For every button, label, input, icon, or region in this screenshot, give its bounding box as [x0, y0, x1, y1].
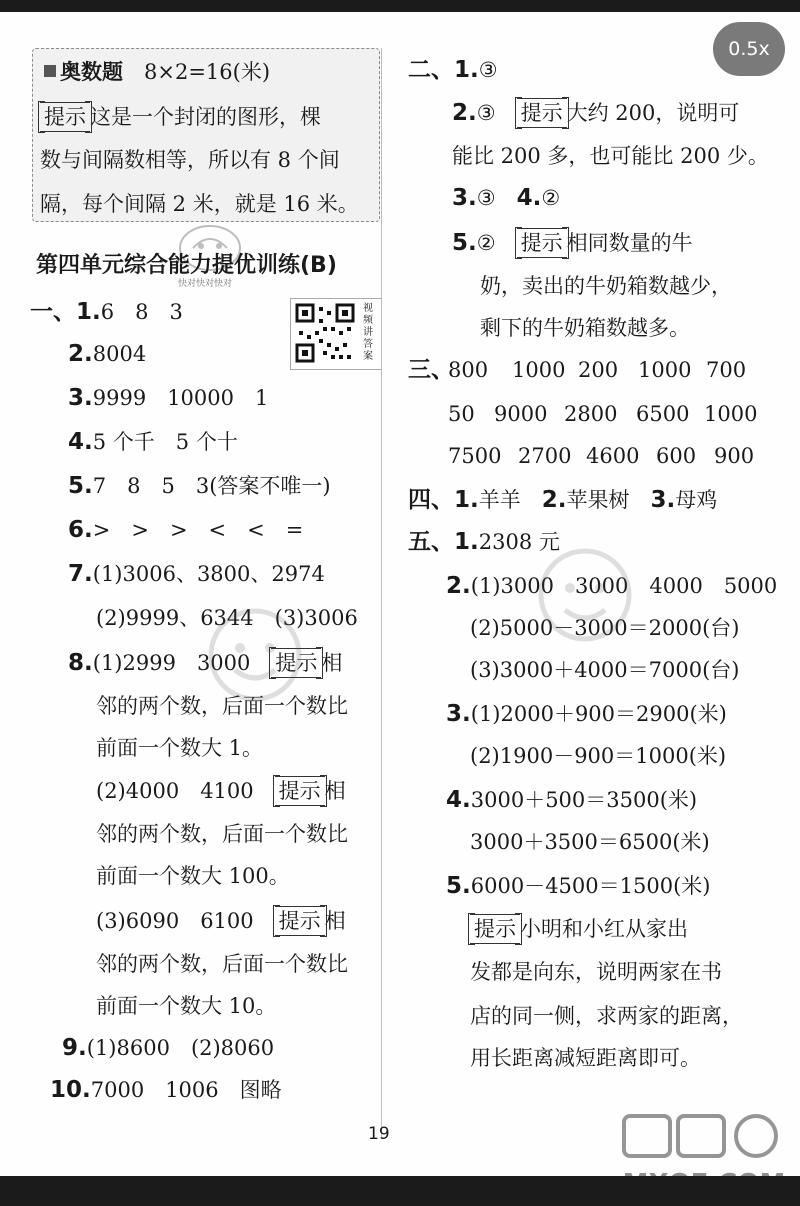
left-q4: 4.5 个千 5 个十: [68, 429, 238, 455]
left-q3: 3.9999 10000 1: [68, 385, 269, 411]
s3-cell: 50: [448, 402, 475, 426]
olympiad-title: 奥数题 8×2=16(米): [44, 58, 270, 86]
left-q8-a2-line2: 邻的两个数，后面一个数比: [96, 822, 348, 846]
right-s5-p2-line2: (2)5000－3000＝2000(台): [470, 616, 740, 640]
olympiad-hint-line-2: 数与间隔数相等，所以有 8 个间: [40, 148, 340, 172]
stamp-caption: 快对快对快对: [178, 279, 233, 289]
left-q9: 9.(1)8600 (2)8060: [62, 1035, 275, 1061]
bottom-border: [0, 1176, 800, 1206]
playback-speed-button[interactable]: 0.5x: [713, 22, 785, 76]
right-s2-q2: 2.③ 提示 大约 200，说明可: [452, 100, 740, 126]
unit-title: 第四单元综合能力提优训练(B): [36, 253, 337, 278]
left-q8-a1: 8.(1)2999 3000 提示 相: [68, 650, 343, 676]
right-s2-q5-line3: 剩下的牛奶箱数越多。: [480, 316, 690, 340]
left-q7: 7.(1)3006、3800、2974: [68, 561, 325, 587]
s3-cell: 4600: [586, 444, 640, 468]
olympiad-hint-line-3: 隔，每个间隔 2 米，就是 16 米。: [40, 192, 359, 216]
left-q8-a1-line3: 前面一个数大 1。: [96, 736, 264, 760]
qr-code-icon: [295, 303, 355, 363]
s3-cell: 2800: [564, 402, 618, 426]
right-s5-p1: 五、1.2308 元: [408, 529, 560, 555]
olympiad-hint-line-1: 提示 这是一个封闭的图形，棵: [40, 102, 321, 132]
right-s5-p5-line3: 店的同一侧，求两家的距离，: [470, 1004, 743, 1028]
left-q8-a2-line3: 前面一个数大 100。: [96, 864, 290, 888]
s3-cell: 700: [706, 358, 747, 382]
watermark-face-icon: [200, 600, 310, 710]
watermark-face-icon: [530, 540, 640, 650]
left-q10: 10.7000 1006 图略: [50, 1077, 282, 1103]
right-s5-p2: 2.(1)3000 3000 4000 5000: [446, 573, 778, 599]
right-s4: 四、1.羊羊 2.苹果树 3.母鸡: [408, 487, 718, 513]
right-s2-q2-line2: 能比 200 多，也可能比 200 少。: [452, 144, 769, 168]
right-s5-p5-line2: 发都是向东，说明两家在书: [470, 960, 722, 984]
s3-cell: 600: [656, 444, 697, 468]
qr-code[interactable]: [290, 298, 382, 370]
right-s2-q5-line2: 奶，卖出的牛奶箱数越少，: [480, 274, 732, 298]
right-s5-p4-line2: 3000＋3500＝6500(米): [470, 830, 710, 854]
right-s5-p2-line3: (3)3000＋4000＝7000(台): [470, 658, 740, 682]
left-q8-a3-line3: 前面一个数大 10。: [96, 994, 277, 1018]
top-border: [0, 0, 800, 12]
left-q6: 6.> > > < < =: [68, 517, 304, 543]
s3-cell: 200: [578, 358, 619, 382]
right-s5-p5-hint: 提示 小明和小红从家出: [470, 914, 688, 944]
left-q8-a2: (2)4000 4100 提示 相: [96, 776, 346, 806]
s3-cell: 1000: [512, 358, 566, 382]
left-q8-a3-line2: 邻的两个数，后面一个数比: [96, 952, 348, 976]
right-s5-p3-line2: (2)1900－900＝1000(米): [470, 744, 727, 768]
s3-cell: 7500: [448, 444, 502, 468]
page-number: 19: [368, 1124, 390, 1144]
right-s2-q1: 二、1.③: [408, 57, 498, 83]
s3-cell: 1000: [704, 402, 758, 426]
left-q7-line2: (2)9999、6344 (3)3006: [96, 606, 358, 630]
right-s3-prefix: 三、: [408, 357, 454, 383]
right-s5-p5: 5.6000－4500＝1500(米): [446, 873, 711, 899]
left-q8-a1-line2: 邻的两个数，后面一个数比: [96, 694, 348, 718]
left-q1: 一、1.6 8 3: [30, 299, 183, 325]
s3-cell: 800: [448, 358, 489, 382]
s3-cell: 1000: [638, 358, 692, 382]
left-q5: 5.7 8 5 3(答案不唯一): [68, 473, 331, 499]
right-s5-p4: 4.3000＋500＝3500(米): [446, 787, 698, 813]
right-s5-p3: 3.(1)2000＋900＝2900(米): [446, 701, 727, 727]
s3-cell: 9000: [494, 402, 548, 426]
left-q2: 2.8004: [68, 341, 147, 367]
square-bullet-icon: [44, 65, 56, 77]
s3-cell: 2700: [518, 444, 572, 468]
s3-cell: 900: [714, 444, 755, 468]
column-divider: [381, 48, 382, 1138]
s3-cell: 6500: [636, 402, 690, 426]
right-s2-q5: 5.② 提示 相同数量的牛: [452, 230, 693, 256]
left-q8-a3: (3)6090 6100 提示 相: [96, 906, 346, 936]
right-s2-q3-q4: 3.③ 4.②: [452, 185, 561, 211]
right-s5-p5-line4: 用长距离减短距离即可。: [470, 1046, 701, 1070]
qr-label: 视频讲答案: [363, 303, 373, 362]
